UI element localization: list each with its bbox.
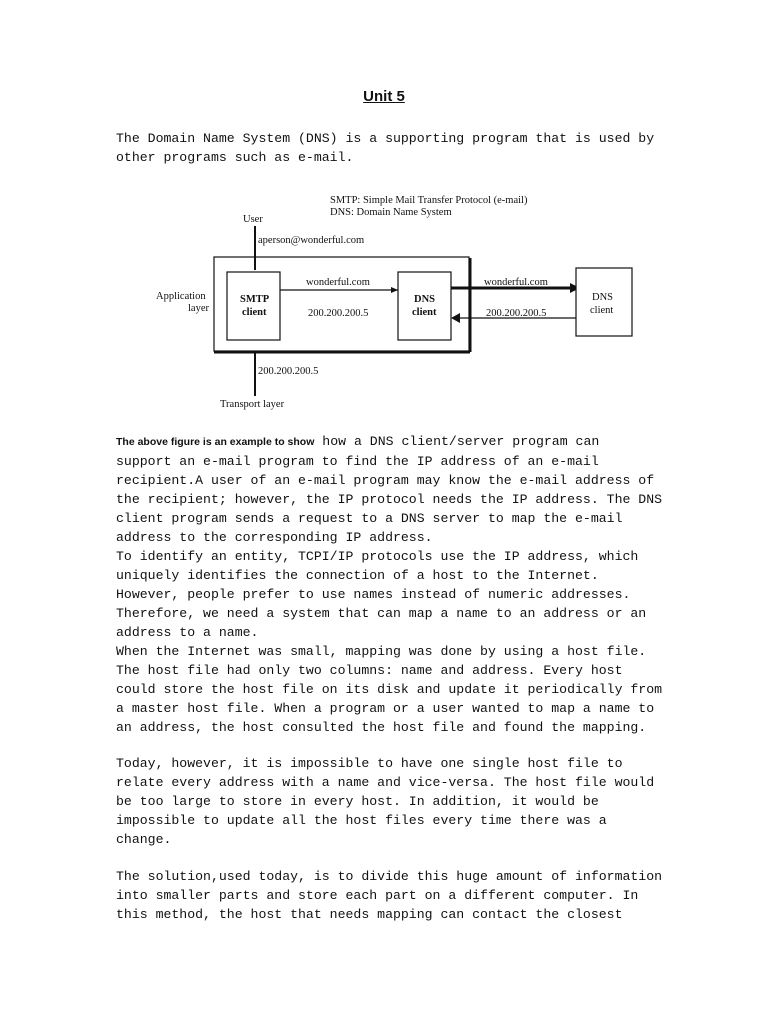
body-paragraph-1 <box>116 432 663 737</box>
transport-layer-label: Transport layer <box>220 399 285 410</box>
body-line: address to a name. <box>116 625 259 640</box>
ip-outer: 200.200.200.5 <box>486 308 547 319</box>
body-line: When the Internet was small, mapping was done by using a host file. <box>116 644 647 659</box>
dns-client-label: DNS <box>414 294 436 305</box>
dns-client-box <box>398 272 451 340</box>
ip-bottom: 200.200.200.5 <box>258 366 319 377</box>
body-line: address to the corresponding IP address. <box>116 530 433 545</box>
application-layer-label: Application <box>156 291 206 302</box>
body-line: this method, the host that needs mapping can contact the closest <box>116 907 623 922</box>
lead-in-text: The above figure is an example to show <box>116 436 315 448</box>
smtp-client-label: client <box>242 307 267 318</box>
body-line: the recipient; however, the IP protocol needs the IP address. The DNS <box>116 492 663 507</box>
arrowhead <box>391 287 398 293</box>
body-line: client program sends a request to a DNS server to map the e-mail <box>116 511 623 526</box>
user-label: User <box>243 214 263 225</box>
domain-outer: wonderful.com <box>484 277 548 288</box>
body-line: However, people prefer to use names instead of numeric addresses. <box>116 587 631 602</box>
body-line: an address, the host consulted the host file and found the mapping. <box>116 720 647 735</box>
body-line: be too large to store in every host. In addition, it would be <box>116 794 599 809</box>
legend-smtp: SMTP: Simple Mail Transfer Protocol (e-mail) <box>330 195 528 206</box>
body-line: impossible to update all the host files every time there was a <box>116 813 607 828</box>
body-line: The host file had only two columns: name and address. Every host <box>116 663 623 678</box>
body-line: uniquely identifies the connection of a host to the Internet. <box>116 568 599 583</box>
body-line: To identify an entity, TCPI/IP protocols use the IP address, which <box>116 549 639 564</box>
dns-server-label: client <box>590 305 614 316</box>
page-title: Unit 5 <box>363 88 405 105</box>
body-line: into smaller parts and store each part on a different computer. In <box>116 888 639 903</box>
body-line: The solution,used today, is to divide this huge amount of information <box>116 869 663 884</box>
body-line: recipient.A user of an e-mail program may know the e-mail address of <box>116 473 655 488</box>
ip-inner: 200.200.200.5 <box>308 308 369 319</box>
smtp-client-label: SMTP <box>240 294 270 305</box>
body-line: relate every address with a name and vice-versa. The host file would <box>116 775 655 790</box>
body-line: could store the host file on its disk and update it periodically from <box>116 682 663 697</box>
body-paragraph-2 <box>116 754 656 849</box>
intro-line: The Domain Name System (DNS) is a supporting program that is used by <box>116 131 655 146</box>
smtp-client-box <box>227 272 280 340</box>
body-line: how a DNS client/server program can <box>314 434 600 449</box>
body-line: change. <box>116 832 172 847</box>
dns-server-label: DNS <box>592 292 614 303</box>
body-line: a master host file. When a program or a user wanted to map a name to <box>116 701 655 716</box>
body-line: support an e-mail program to find the IP address of an e-mail <box>116 454 599 469</box>
intro-line: other programs such as e-mail. <box>116 150 354 165</box>
email-address: aperson@wonderful.com <box>258 235 365 246</box>
body-paragraph-3 <box>116 867 663 924</box>
dns-figure <box>0 0 768 440</box>
body-line: Today, however, it is impossible to have one single host file to <box>116 756 623 771</box>
legend-dns: DNS: Domain Name System <box>330 207 452 218</box>
application-layer-label: layer <box>188 303 209 314</box>
body-line: Therefore, we need a system that can map a name to an address or an <box>116 606 647 621</box>
domain-inner: wonderful.com <box>306 277 370 288</box>
dns-client-label: client <box>412 307 437 318</box>
arrowhead <box>451 313 460 323</box>
